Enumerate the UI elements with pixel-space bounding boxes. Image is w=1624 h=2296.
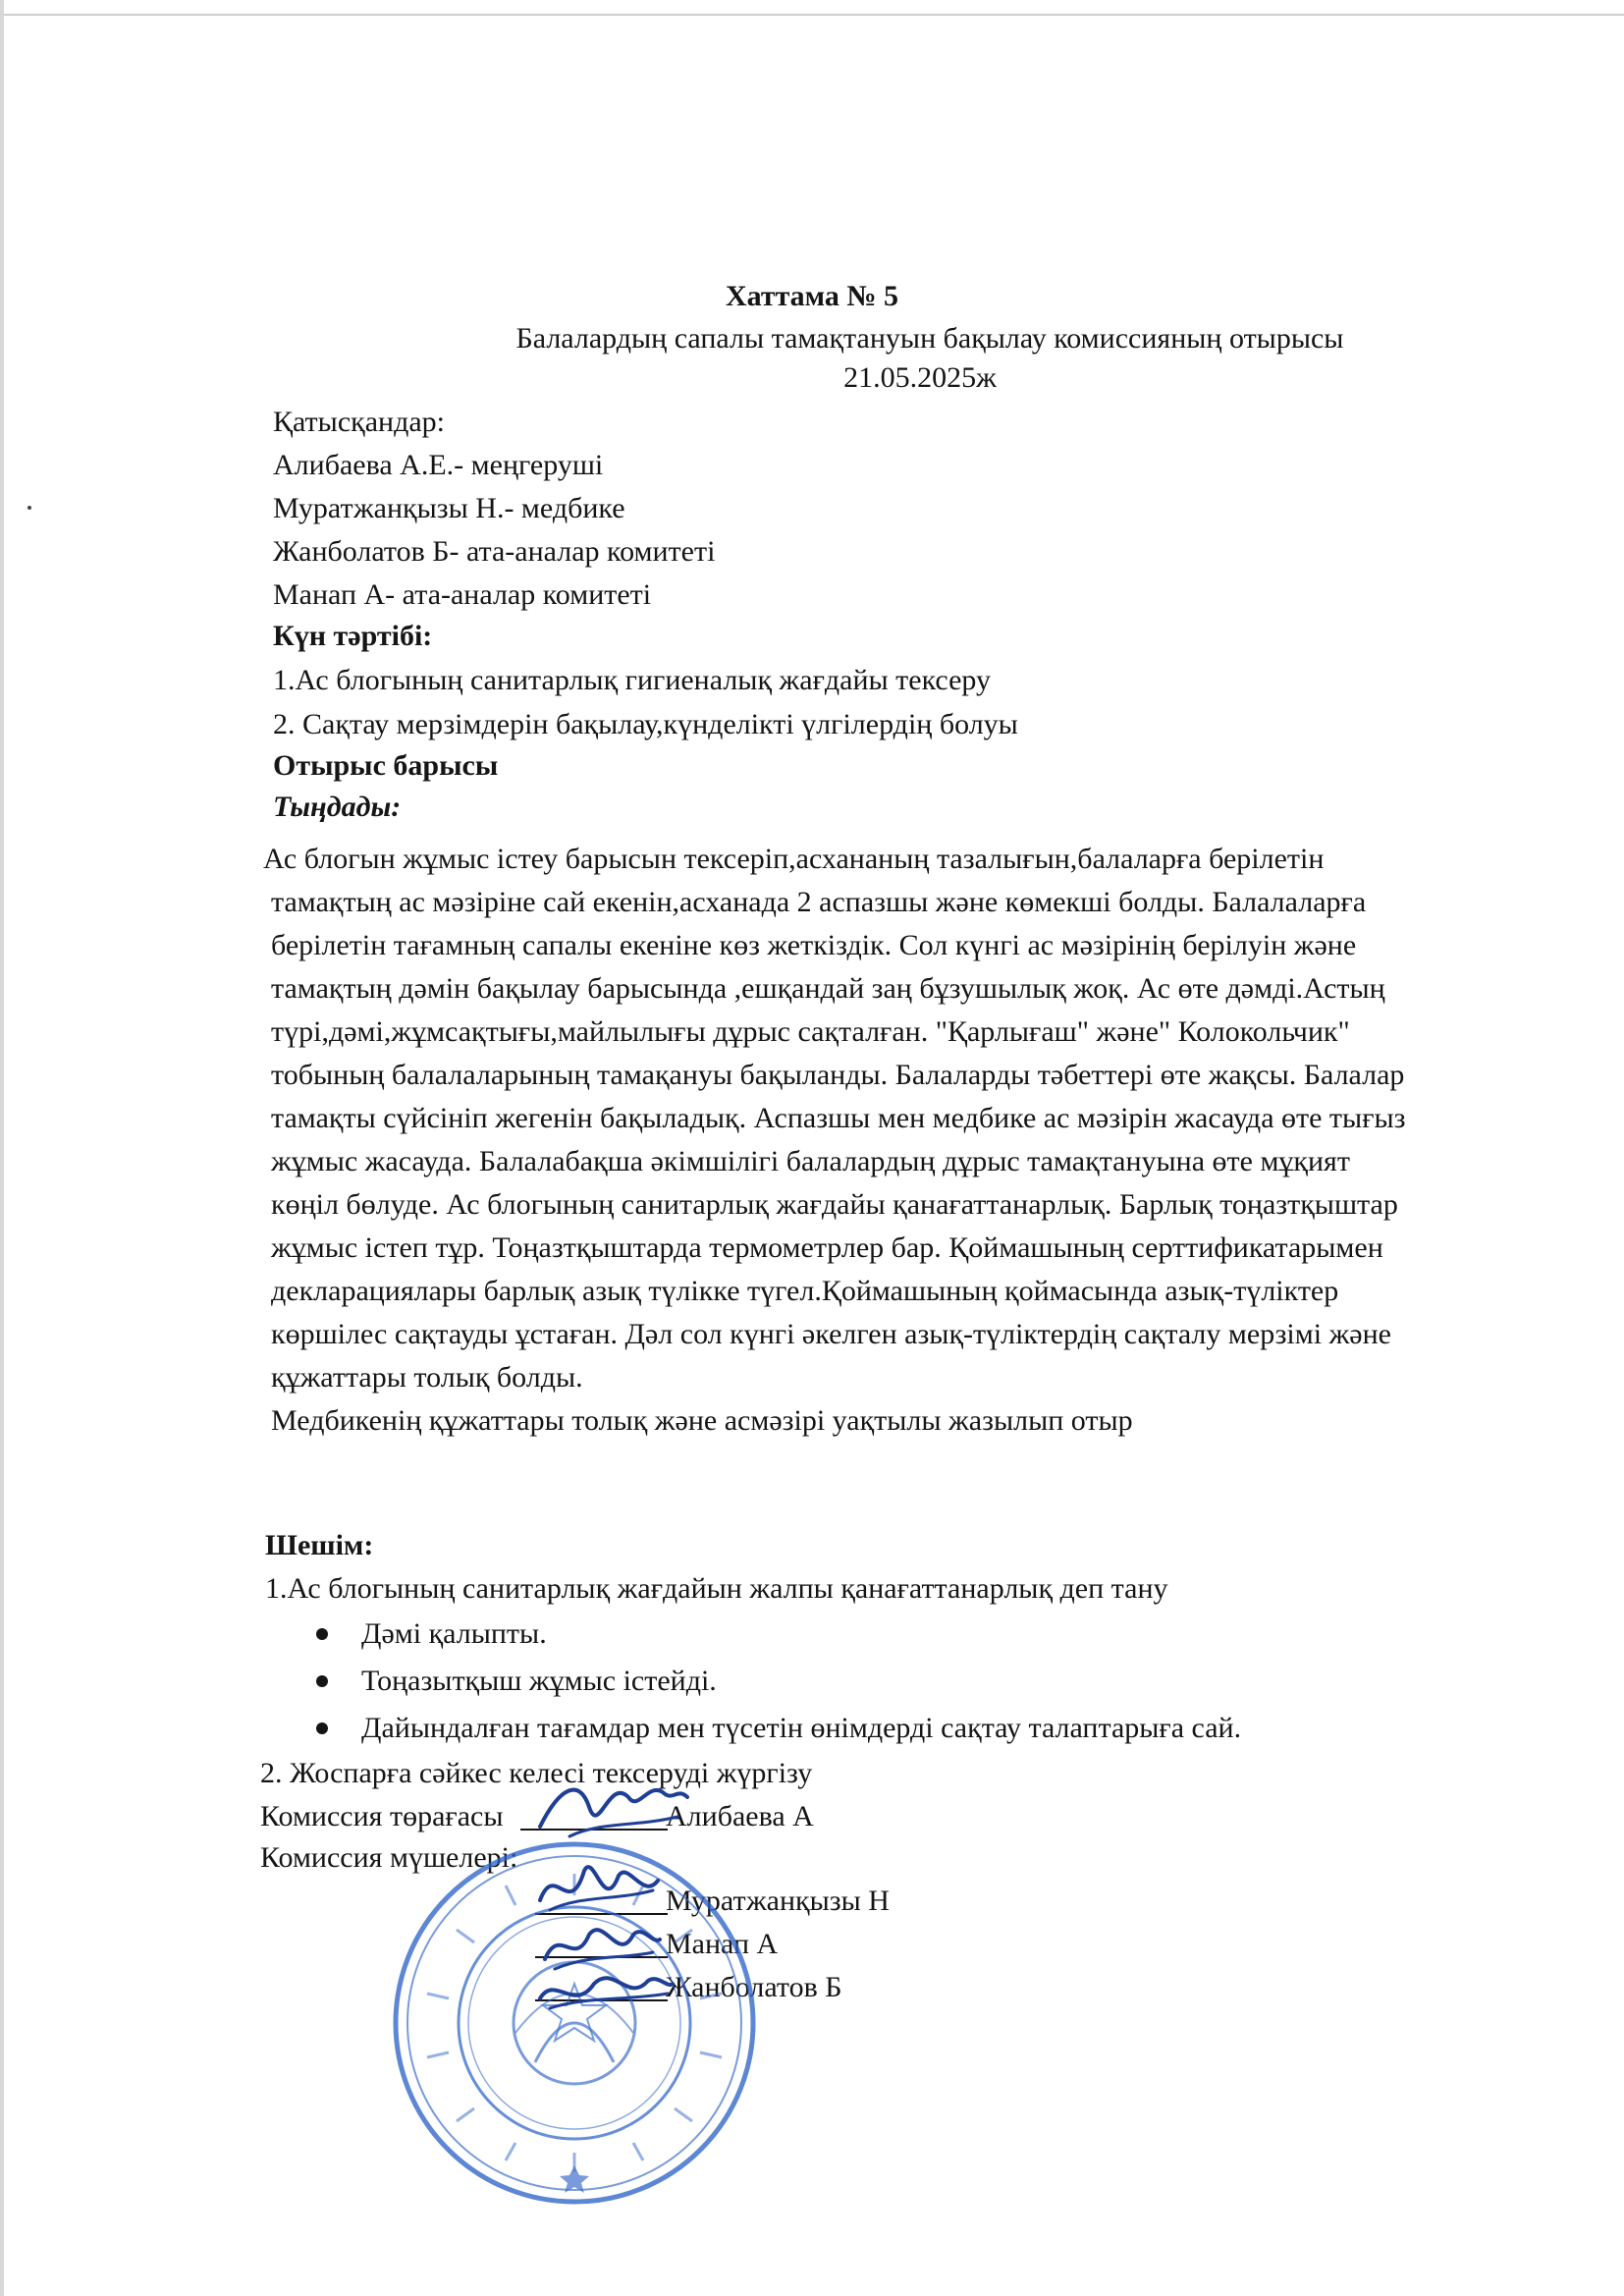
participant-item: Муратжанқызы Н.- медбике xyxy=(273,492,625,524)
body-line: Ас блогын жұмыс істеу барысын тексеріп,асхананың тазалығын,балаларға берілетін xyxy=(263,843,1325,875)
scan-border-top xyxy=(0,14,1624,16)
body-line: құжаттары толық болды. xyxy=(271,1361,583,1394)
chairman-signature xyxy=(530,1768,697,1856)
body-line: көңіл бөлуде. Ас блогының санитарлық жағдайы қанағаттанарлық. Барлық тоңазтқыштар xyxy=(271,1188,1398,1221)
body-line: көршілес сақтауды ұстаған. Дәл сол күнгі әкелген азық-түліктердің сақталу мерзімі және xyxy=(271,1318,1391,1350)
proceedings-heading: Отырыс барысы xyxy=(273,749,499,782)
agenda-item: 1.Ас блогының санитарлық гигиеналық жағдайы тексеру xyxy=(273,664,992,696)
decision-item: 1.Ас блогының санитарлық жағдайын жалпы қанағаттанарлық деп тану xyxy=(265,1572,1168,1605)
chairman-label: Комиссия төрағасы xyxy=(260,1800,504,1832)
participant-item: Алибаева А.Е.- меңгеруші xyxy=(273,449,604,481)
document-title: Хаттама № 5 xyxy=(725,280,899,312)
body-line: Медбикенің құжаттары толық және асмәзірі уақтылы жазылып отыр xyxy=(271,1404,1133,1437)
body-line: жұмыс істеп тұр. Тоңазтқыштарда термометрлер бар. Қоймашының серттификатарымен xyxy=(271,1231,1383,1264)
bullet-icon xyxy=(316,1628,328,1640)
member-name: Жанболатов Б xyxy=(666,1971,842,2003)
agenda-item: 2. Сақтау мерзімдерін бақылау,күнделікті үлгілердің болуы xyxy=(273,708,1018,740)
scan-speck xyxy=(27,506,31,510)
bullet-icon xyxy=(316,1675,328,1687)
bullet-icon xyxy=(316,1722,328,1734)
body-line: тамақтың ас мәзіріне сай екенін,асханада 2 аспазшы және көмекші болды. Балалаларға xyxy=(271,886,1367,918)
scan-border-left xyxy=(0,0,4,2296)
participants-heading: Қатысқандар: xyxy=(273,406,445,438)
body-line: тамақты сүйсініп жегенін бақыладық. Аспазшы мен медбике ас мәзірін жасауда өте тығыз xyxy=(271,1102,1406,1134)
body-line: берілетін тағамның сапалы екеніне көз жеткіздік. Сол күнгі ас мәзірінің берілуін және xyxy=(271,929,1357,961)
member-signature xyxy=(530,1959,677,2028)
body-line: тамақтың дәмін бақылау барысында ,ешқандай заң бұзушылық жоқ. Ас өте дәмді.Астың xyxy=(271,972,1385,1005)
document-date: 21.05.2025ж xyxy=(843,361,997,394)
participant-item: Жанболатов Б- ата-аналар комитеті xyxy=(273,535,716,568)
body-line: декларациялары барлық азық түлікке түгел.Қоймашының қоймасында азық-түліктер xyxy=(271,1275,1339,1307)
decision-bullet: Дәмі қалыпты. xyxy=(361,1617,547,1650)
decision-heading: Шешім: xyxy=(265,1529,374,1561)
listened-heading: Тыңдады: xyxy=(273,791,402,823)
chairman-name: Алибаева А xyxy=(666,1800,814,1832)
decision-item: 2. Жоспарға сәйкес келесі тексеруді жүргізу xyxy=(260,1757,813,1789)
body-line: тобының балалаларының тамақануы бақыланды. Балаларды тәбеттері өте жақсы. Балалар xyxy=(271,1059,1405,1091)
members-label: Комиссия мүшелері: xyxy=(260,1841,518,1874)
member-name: Муратжанқызы Н xyxy=(666,1885,890,1917)
agenda-heading: Күн тәртібі: xyxy=(273,620,433,652)
body-line: жұмыс жасауда. Балалабақша әкімшілігі балалардың дұрыс тамақтануына өте мұқият xyxy=(271,1145,1350,1177)
body-line: түрі,дәмі,жұмсақтығы,майлылығы дұрыс сақталған. "Қарлығаш" және" Колокольчик" xyxy=(271,1015,1350,1048)
document-subtitle: Балалардың сапалы тамақтануын бақылау комиссияның отырысы xyxy=(515,322,1344,355)
participant-item: Манап А- ата-аналар комитеті xyxy=(273,578,652,611)
decision-bullet: Дайындалған тағамдар мен түсетін өнімдерді сақтау талаптарыға сай. xyxy=(361,1712,1242,1744)
decision-bullet: Тоңазытқыш жұмыс істейді. xyxy=(361,1665,717,1697)
member-name: Манап А xyxy=(666,1928,779,1960)
